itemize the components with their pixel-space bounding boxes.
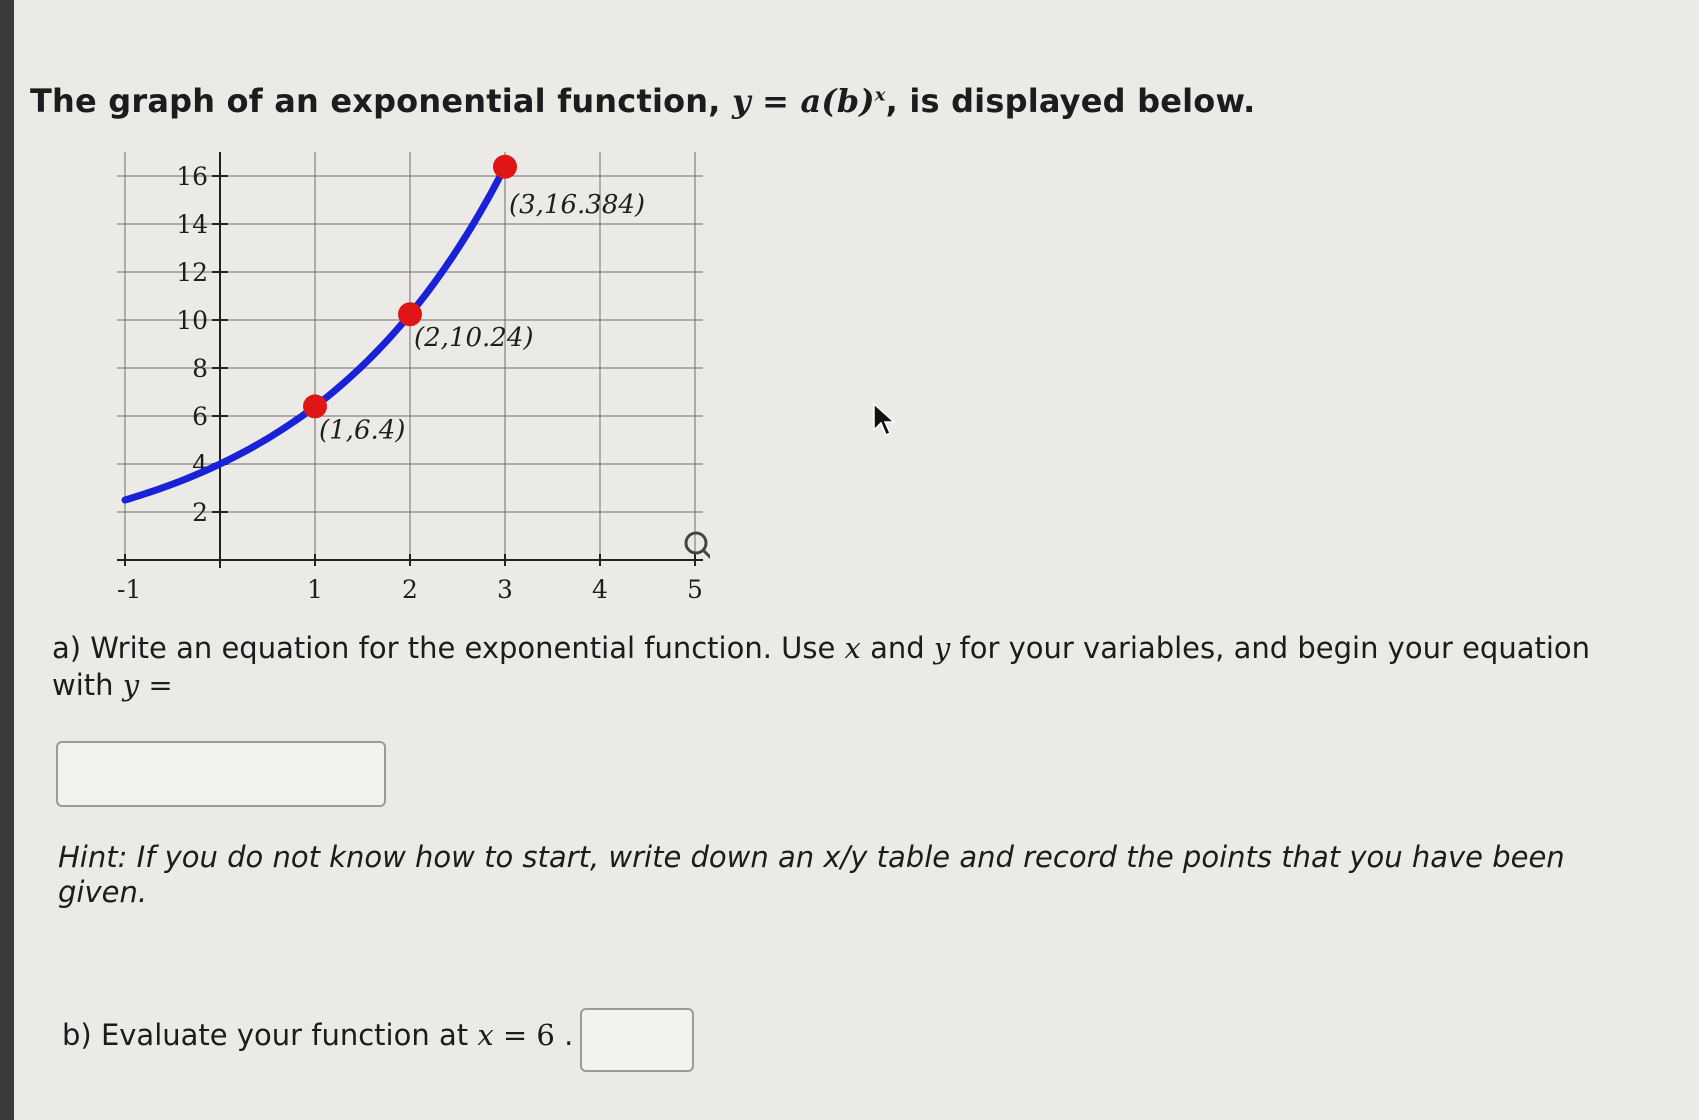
part-a-text: a) Write an equation for the exponential function. Use xyxy=(52,631,836,665)
part-a-x: x xyxy=(844,631,861,665)
x-tick-label: 4 xyxy=(592,575,608,604)
x-tick-label: -1 xyxy=(117,575,142,604)
title-b: (b) xyxy=(821,82,875,120)
x-tick-label: 2 xyxy=(402,575,418,604)
x-tick-label: 3 xyxy=(497,575,513,604)
y-tick-label: 10 xyxy=(176,306,208,335)
part-a-equals: = xyxy=(139,668,173,702)
x-tick-label: 1 xyxy=(307,575,323,604)
y-tick-label: 12 xyxy=(176,258,208,287)
screen-bezel xyxy=(0,0,14,1120)
part-b-prompt xyxy=(62,1018,573,1052)
part-a-y2: y xyxy=(122,668,140,702)
part-a-and: and xyxy=(870,631,925,665)
question-title xyxy=(30,82,1256,120)
y-tick-label: 8 xyxy=(192,354,208,383)
y-tick-label: 14 xyxy=(176,210,208,239)
title-y: y xyxy=(731,82,751,120)
part-b-text: b) Evaluate your function at xyxy=(62,1018,469,1052)
part-b-equals: = 6 xyxy=(493,1018,555,1052)
part-a-y: y xyxy=(933,631,951,665)
title-end: , is displayed below. xyxy=(885,82,1256,120)
magnifier-icon[interactable] xyxy=(686,533,710,558)
exponential-graph xyxy=(110,150,710,610)
point-labels xyxy=(319,190,645,446)
data-point-label: (3,16.384) xyxy=(509,189,646,220)
y-tick-label: 6 xyxy=(192,402,208,431)
title-exponent: x xyxy=(874,84,886,106)
data-point-label: (2,10.24) xyxy=(414,323,534,354)
part-a-prompt xyxy=(52,630,1612,704)
part-a-rest: for your variables, and begin your equation with xyxy=(52,631,1591,702)
title-text: The graph of an exponential function, xyxy=(30,82,721,120)
title-a: a xyxy=(800,82,822,120)
x-tick-label: 5 xyxy=(687,575,703,604)
data-point xyxy=(493,155,517,179)
y-tick-label: 16 xyxy=(176,162,208,191)
y-tick-label: 2 xyxy=(192,498,208,527)
part-b-x: x xyxy=(477,1018,494,1052)
part-b-period: . xyxy=(564,1018,574,1052)
answer-b-input[interactable] xyxy=(580,1008,694,1072)
y-tick-label: 4 xyxy=(192,450,208,479)
mouse-pointer-icon xyxy=(872,402,898,438)
answer-a-input[interactable] xyxy=(56,741,386,807)
hint-text: Hint: If you do not know how to start, write down an x/y table and record the points that you have been given. xyxy=(58,840,1565,909)
data-point-label: (1,6.4) xyxy=(319,415,406,446)
title-equals: = xyxy=(750,82,801,120)
